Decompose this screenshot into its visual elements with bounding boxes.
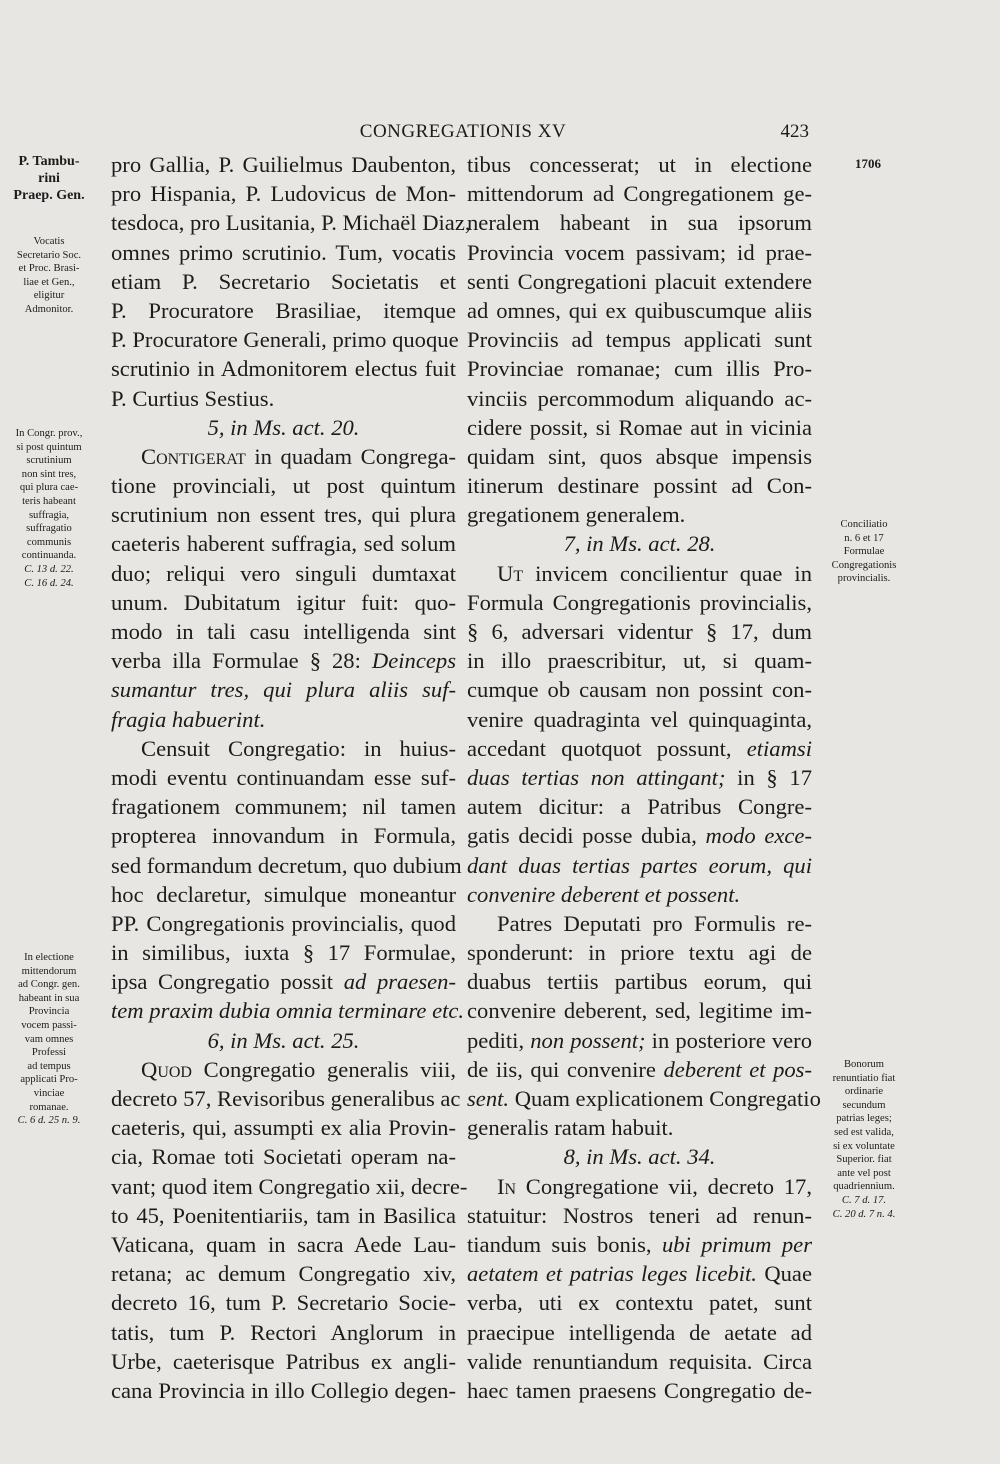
text-line: Vaticana, quam in sacra Aede Lau- xyxy=(111,1231,456,1257)
text-line: in illo praescribitur, ut, si quam- xyxy=(467,648,812,674)
italic-quote: tem praxim dubia omnia terminare etc. xyxy=(111,998,465,1024)
margin-note-line: Secretario Soc. xyxy=(16,249,82,261)
margin-note-conciliatio xyxy=(818,518,910,586)
text-line: Urbe, caeterisque Patribus ex angli- xyxy=(111,1348,456,1374)
italic-quote: duas tertias non attingant; xyxy=(467,764,726,790)
text-line xyxy=(467,559,812,588)
italic-quote: sent. xyxy=(467,1086,510,1111)
text-line: unum. Dubitatum igitur fuit: quo- xyxy=(111,589,456,615)
left-text-column xyxy=(111,150,471,1405)
text-line xyxy=(111,705,456,734)
text-line: omnes primo scrutinio. Tum, vocatis xyxy=(111,239,456,265)
initial-word: Quod xyxy=(141,1056,192,1082)
text-line: cidere possit, si Romae aut in vicinia xyxy=(467,414,812,440)
text-line xyxy=(467,880,812,909)
margin-note-line: secundum xyxy=(842,1099,886,1111)
running-header xyxy=(0,121,1000,147)
margin-note-line: scrutinium xyxy=(26,455,72,467)
text-line xyxy=(467,1259,812,1288)
margin-note-ref: C. 7 d. 17. xyxy=(841,1194,887,1206)
text-line xyxy=(467,821,812,850)
italic-quote: ad praesen- xyxy=(343,969,456,995)
margin-note-line: liae et Gen., xyxy=(23,276,75,288)
line-part: verba illa Formulae § 28: xyxy=(111,648,372,674)
text-line: modo in tali casu intelligenda sint xyxy=(111,619,456,644)
margin-note-line: et Proc. Brasi- xyxy=(18,263,80,275)
text-line: Provinciae romanae; cum illis Pro- xyxy=(467,356,812,382)
text-line: to 45, Poenitentiariis, tam in Basilica xyxy=(111,1202,456,1228)
margin-note-line: P. Tambu- xyxy=(18,154,80,169)
text-line: cana Provincia in illo Collegio degen- xyxy=(111,1377,456,1403)
margin-note-line: Formulae xyxy=(843,546,885,558)
text-line: haec tamen praesens Congregatio de- xyxy=(467,1377,812,1403)
text-line: venire quadraginta vel quinquaginta, xyxy=(467,706,812,732)
margin-note-line: ante vel post xyxy=(837,1167,891,1179)
text-line: neralem habeant in sua ipsorum xyxy=(467,210,812,236)
text-line xyxy=(111,1055,456,1084)
margin-note-line: vam omnes xyxy=(24,1033,74,1045)
margin-note-line: ordinarie xyxy=(844,1086,884,1098)
text-line: Provinciis ad tempus applicati sunt xyxy=(467,327,812,353)
text-line: P. Curtius Sestius. xyxy=(111,385,275,411)
margin-note-line: Congregationis xyxy=(831,559,897,571)
margin-note-line: vocem passi- xyxy=(21,1019,77,1031)
text-line: scrutinium non essent tres, qui plura xyxy=(111,502,456,528)
text-line: tatis, tum P. Rectori Anglorum in xyxy=(111,1319,456,1345)
text-line xyxy=(111,675,456,704)
text-line: decreto 16, tum P. Secretario Socie- xyxy=(111,1290,456,1316)
text-line: pro Hispania, P. Ludovicus de Mon- xyxy=(111,181,456,207)
line-rest: invicem concilientur quae in xyxy=(523,560,812,586)
right-text-column xyxy=(467,150,821,1405)
line-part: Quam explicationem Congregatio xyxy=(509,1086,821,1111)
margin-note-author xyxy=(4,153,94,204)
margin-note-electione xyxy=(4,951,94,1128)
text-line: caeteris haberent suffragia, sed solum xyxy=(111,531,456,557)
text-line: valide renuntiandum requisita. Circa xyxy=(467,1348,812,1374)
line-part: ipsa Congregatio possit xyxy=(111,969,344,995)
margin-note-line: Professi xyxy=(31,1047,67,1059)
italic-quote: fragia habuerint. xyxy=(111,706,266,732)
line-part: tiandum suis bonis, xyxy=(467,1231,662,1257)
italic-quote: modo exce- xyxy=(705,823,812,849)
text-line: fragationem communem; nil tamen xyxy=(111,794,456,820)
line-part: de iis, qui convenire xyxy=(467,1056,664,1082)
line-part: accedant quotquot possunt, xyxy=(467,735,747,761)
italic-quote: ubi primum per xyxy=(661,1231,812,1257)
margin-note-line: Superior. fiat xyxy=(836,1154,892,1166)
initial-word: Contigerat xyxy=(141,443,246,469)
italic-quote: sumantur tres, qui plura aliis suf- xyxy=(111,677,456,703)
italic-quote: aetatem et patrias leges licebit. xyxy=(467,1261,757,1287)
text-line: tibus concesserat; ut in electione xyxy=(467,152,812,177)
margin-note-line: patrias leges; xyxy=(836,1113,892,1125)
margin-note-line: vinciae xyxy=(33,1087,65,1099)
line-part: in posteriore vero xyxy=(645,1027,812,1053)
italic-quote: deberent et pos- xyxy=(663,1056,812,1082)
text-line: PP. Congregationis provincialis, quod xyxy=(111,910,456,936)
text-line: quidam sint, quos absque impensis xyxy=(467,443,812,469)
margin-note-line: provincialis. xyxy=(837,573,891,585)
running-title: CONGREGATIONIS XV xyxy=(359,121,567,142)
line-part: in § 17 xyxy=(725,764,812,790)
text-line: duabus tertiis partibus eorum, qui xyxy=(467,969,812,995)
margin-note-line: suffragia, xyxy=(28,509,70,521)
text-line: duo; reliqui vero singuli dumtaxat xyxy=(111,560,456,586)
text-line: itinerum destinare possint ad Con- xyxy=(467,473,812,499)
margin-note-bonorum xyxy=(818,1058,910,1221)
text-line: caeteris, qui, assumpti ex alia Provin- xyxy=(111,1115,456,1141)
margin-note-line: mittendorum xyxy=(21,965,77,977)
section-heading-7: 7, in Ms. act. 28. xyxy=(563,531,716,557)
margin-note-line: habeant in sua xyxy=(18,992,80,1004)
text-line: generalis ratam habuit. xyxy=(467,1115,674,1141)
margin-note-line: si ex voluntate xyxy=(833,1140,895,1152)
margin-note-line: renuntiatio fiat xyxy=(832,1072,896,1084)
text-line: Censuit Congregatio: in huius- xyxy=(141,735,456,761)
line-part: pediti, xyxy=(467,1027,531,1053)
text-line xyxy=(467,1026,812,1055)
page-number: 423 xyxy=(780,121,809,142)
margin-note-line: ad Congr. gen. xyxy=(18,979,80,991)
italic-quote: Deinceps xyxy=(371,648,456,674)
text-line: mittendorum ad Congregationem ge- xyxy=(467,181,812,207)
margin-note-line: rini xyxy=(38,171,60,186)
margin-note-line: sed est valida, xyxy=(834,1126,894,1138)
text-line: gregationem generalem. xyxy=(467,502,686,528)
margin-note-line: Bonorum xyxy=(843,1059,885,1070)
text-line: decreto 57, Revisoribus generalibus ac xyxy=(111,1086,461,1111)
margin-note-line: Vocatis xyxy=(33,236,65,247)
margin-note-line: Provincia xyxy=(28,1006,70,1018)
margin-note-line: Admonitor. xyxy=(24,303,74,315)
margin-note-line: eligitur xyxy=(33,290,65,302)
text-line: Formula Congregationis provincialis, xyxy=(467,589,812,615)
line-rest: in quadam Congrega- xyxy=(245,443,456,469)
section-heading-6: 6, in Ms. act. 25. xyxy=(207,1027,360,1053)
text-line: sponderunt: in priore textu agi de xyxy=(467,940,812,966)
margin-note-line: romanae. xyxy=(29,1101,69,1113)
margin-note-ref: C. 20 d. 7 n. 4. xyxy=(832,1208,896,1220)
text-line: in similibus, iuxta § 17 Formulae, xyxy=(111,940,456,966)
text-line: P. Procuratore Generali, primo quoque xyxy=(111,327,459,353)
text-line: tione provinciali, ut post quintum xyxy=(111,473,456,499)
margin-note-line: non sint tres, xyxy=(21,468,77,480)
text-line: cia, Romae toti Societati operam na- xyxy=(111,1144,456,1170)
italic-quote: non possent; xyxy=(530,1027,646,1053)
text-line: Patres Deputati pro Formulis re- xyxy=(497,910,812,936)
margin-note-line: communis xyxy=(26,536,72,548)
margin-note-line: n. 6 et 17 xyxy=(844,532,884,544)
text-line xyxy=(111,967,456,996)
text-line: vinciis percommodum aliquando ac- xyxy=(467,385,812,411)
text-line: hoc declaretur, simulque moneantur xyxy=(111,881,456,907)
text-line xyxy=(467,1055,812,1084)
margin-note-line: suffragatio xyxy=(26,523,72,535)
text-line: propterea innovandum in Formula, xyxy=(111,823,456,849)
margin-note-line: teris habeant xyxy=(22,495,76,507)
margin-note-line: In Congr. prov., xyxy=(15,428,83,439)
margin-note-ref: C. 13 d. 22. xyxy=(24,563,74,575)
initial-word: Ut xyxy=(497,560,524,586)
margin-note-line: Praep. Gen. xyxy=(13,188,85,203)
text-line: P. Procuratore Brasiliae, itemque xyxy=(111,297,456,323)
margin-note-line: qui plura cae- xyxy=(19,482,79,494)
text-line: Provincia vocem passivam; id prae- xyxy=(467,239,812,265)
section-heading-8: 8, in Ms. act. 34. xyxy=(563,1144,716,1170)
italic-quote: dant duas tertias partes eorum, qui xyxy=(467,852,812,878)
text-line: vant; quod item Congregatio xii, decre- xyxy=(111,1173,468,1199)
text-line: etiam P. Secretario Societatis et xyxy=(111,268,456,294)
text-line: statuitur: Nostros teneri ad renun- xyxy=(467,1202,812,1228)
line-part: gatis decidi posse dubia, xyxy=(467,823,706,849)
margin-note-ref: C. 6 d. 25 n. 9. xyxy=(17,1115,81,1127)
text-line xyxy=(111,646,456,675)
margin-note-line: si post quintum xyxy=(16,441,82,453)
margin-note-line: Conciliatio xyxy=(840,519,888,530)
text-line xyxy=(111,996,465,1025)
text-line: verba, uti ex contextu patet, sunt xyxy=(467,1290,812,1316)
margin-note-line: quadriennium. xyxy=(833,1181,895,1193)
text-line xyxy=(467,763,812,792)
text-line: sed formandum decretum, quo dubium xyxy=(111,852,462,878)
text-line: ad omnes, qui ex quibuscumque aliis xyxy=(467,297,812,323)
text-line: convenire deberent, sed, legitime im- xyxy=(467,998,812,1024)
italic-quote: etiamsi xyxy=(746,735,812,761)
text-line: retana; ac demum Congregatio xiv, xyxy=(111,1261,456,1287)
line-rest: Congregatio generalis viii, xyxy=(191,1056,456,1082)
text-line xyxy=(467,851,812,880)
line-part: Quae xyxy=(756,1261,812,1287)
margin-note-line: In electione xyxy=(24,952,74,963)
text-line: tesdoca, pro Lusitania, P. Michaël Diaz, xyxy=(111,210,471,236)
margin-note-admonitor xyxy=(4,235,94,317)
margin-note-ref: C. 16 d. 24. xyxy=(24,577,74,589)
text-line: modi eventu continuandam esse suf- xyxy=(111,764,456,790)
text-line: autem dicitur: a Patribus Congre- xyxy=(467,794,812,820)
initial-word: In xyxy=(497,1173,517,1199)
text-line xyxy=(111,442,456,471)
margin-note-line: continuanda. xyxy=(21,550,77,562)
text-line xyxy=(467,1084,821,1113)
section-heading-5: 5, in Ms. act. 20. xyxy=(207,414,360,440)
margin-year: 1706 xyxy=(855,156,881,171)
text-line: cumque ob causam non possint con- xyxy=(467,677,812,703)
text-line: praecipue intelligenda de aetate ad xyxy=(467,1319,812,1345)
text-line xyxy=(467,1230,812,1259)
text-line: pro Gallia, P. Guilielmus Daubenton, xyxy=(111,152,456,177)
margin-note-line: applicati Pro- xyxy=(20,1074,78,1086)
line-rest: Congregatione vii, decreto 17, xyxy=(516,1173,812,1199)
text-line xyxy=(467,734,812,763)
text-line: senti Congregationi placuit extendere xyxy=(467,268,812,294)
margin-note-scrutinium xyxy=(4,427,94,590)
margin-note-line: ad tempus xyxy=(27,1060,71,1072)
text-line: scrutinio in Admonitorem electus fuit xyxy=(111,356,456,382)
italic-quote: convenire deberent et possent. xyxy=(467,881,741,907)
text-line: § 6, adversari videntur § 17, dum xyxy=(467,619,812,644)
text-line xyxy=(467,1172,812,1201)
